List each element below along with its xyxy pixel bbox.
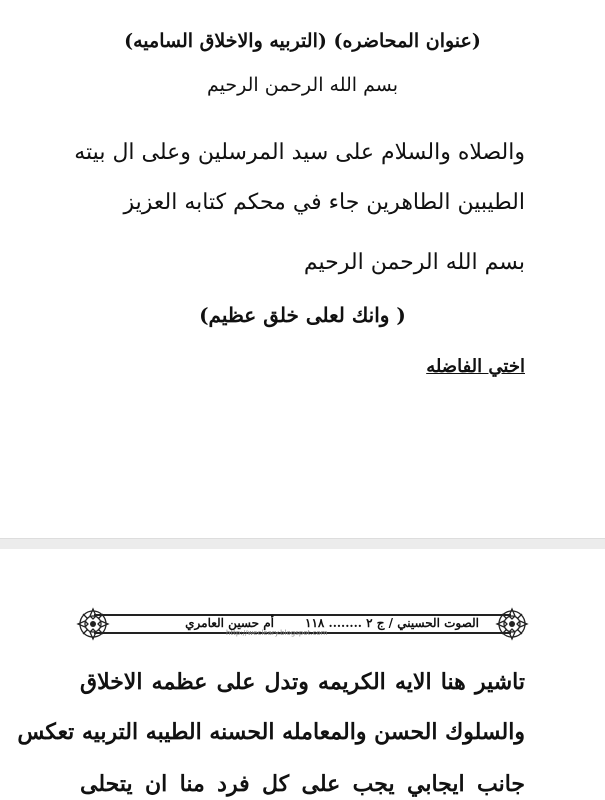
basmala-heading: بسم الله الرحمن الرحيم [207, 74, 398, 96]
address-heading: اختي الفاضله [426, 356, 525, 377]
watermark-url: http://wecleary.blogspot.com [226, 629, 328, 637]
journal-reference: الصوت الحسيني / ج ٢ ........ ١١٨ [305, 616, 479, 630]
page2-body-line-3: جانب ايجابي يجب على كل فرد منا ان يتحلى [80, 771, 525, 797]
page2-body-line-1: تاشير هنا الايه الكريمه وتدل على عظمه الاخلاق [80, 669, 525, 695]
quran-verse: ( وانك لعلى خلق عظيم) [199, 303, 406, 327]
author-name: أم حسين العامري [185, 616, 274, 630]
running-header [76, 607, 529, 641]
document-page-2 [0, 549, 605, 800]
body-line-1: والصلاه والسلام على سيد المرسلين وعلى ال بيته [74, 140, 525, 165]
body-line-3: بسم الله الرحمن الرحيم [303, 250, 525, 275]
ornament-right-icon [495, 607, 529, 641]
page2-body-line-2: والسلوك الحسن والمعامله الحسنه الطيبه التربيه تعكس [17, 719, 525, 745]
body-line-2: الطيبين الطاهرين جاء في محكم كتابه العزيز [123, 190, 525, 215]
lecture-title: (عنوان المحاضره) (التربيه والاخلاق الساميه) [124, 30, 481, 52]
